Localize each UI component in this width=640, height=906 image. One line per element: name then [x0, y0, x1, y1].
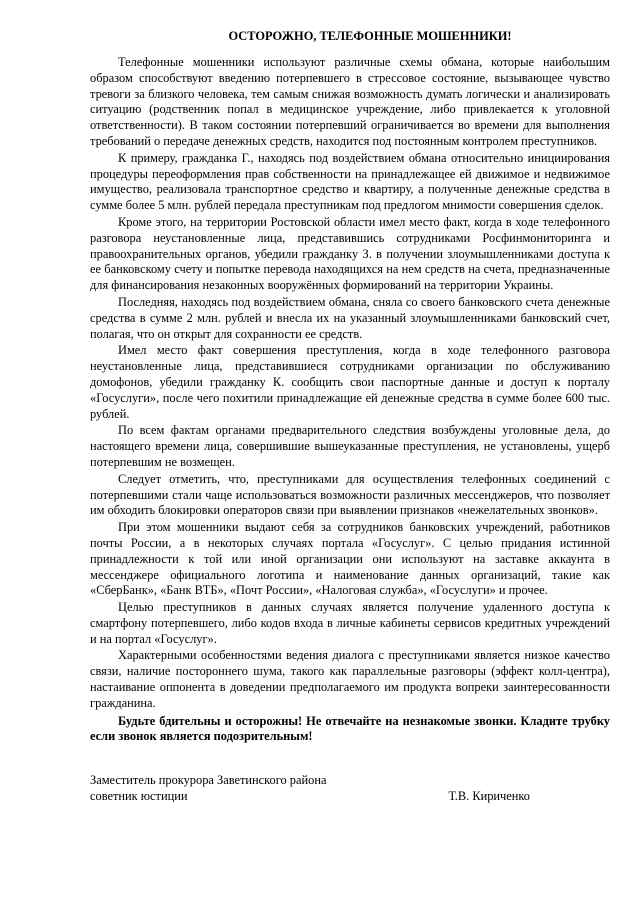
paragraph-impersonation: При этом мошенники выдают себя за сотрудников банковских учреждений, работников почты России, а в некоторых случаях портала «Госуслуг». С целью придания истинной принадлежности к той или иной организации они используют на заставке аккаунта в мессенджере официального логотипа и наименование данных организаций, такие как «СберБанк», «Банк ВТБ», «Почт России», «Налоговая служба», «Госуслуги» и прочее.: [90, 520, 610, 598]
paragraph-investigation: По всем фактам органами предварительного следствия возбуждены уголовные дела, до настоящего времени лица, совершившие вышеуказанные преступления, не установлены, ущерб потерпевшим не возмещен.: [90, 423, 610, 469]
signature-position: Заместитель прокурора Заветинского района: [90, 773, 327, 787]
warning-text: Будьте бдительны и осторожны! Не отвечайте на незнакомые звонки. Кладите трубку если звонок является подозрительным!: [90, 713, 610, 744]
signature-row: [90, 788, 530, 804]
signature-rank: советник юстиции: [90, 789, 188, 803]
paragraph-goal: Целью преступников в данных случаях является получение удаленного доступа к смартфону потерпевшего, либо кодов входа в личные кабинеты сервисов кредитных учреждений и на портал «Госуслуг».: [90, 600, 610, 646]
signature-block: [90, 772, 530, 804]
paragraph-intercom-case: Имел место факт совершения преступления, когда в ходе телефонного разговора неустановленные лица, представившиеся сотрудниками организации по обслуживанию домофонов, убедили гражданку К. сообщить свои паспортные данные и доступ к порталу «Госуслуги», после чего похитили принадлежащие ей денежные средства в сумме более 600 тыс. рублей.: [90, 343, 610, 421]
paragraph-rostov-case: Кроме этого, на территории Ростовской области имел место факт, когда в ходе телефонного разговора неустановленные лица, представившись сотрудниками Росфинмониторинга и правоохранительных органов, убедили гражданку З. в получении злоумышленниками доступа к ее банковскому счету и попытке перевода находящихся на нем средств на счета, предназначенные для финансирования незаконных вооружённых формирований на территории Украины.: [90, 214, 610, 293]
paragraph-schemes: Телефонные мошенники используют различные схемы обмана, которые наибольшим образом способствуют введению потерпевшего в стрессовое состояние, вызывающее чувство тревоги за близкого человека, тем самым снижая возможность думать логически и анализировать ситуацию (родственник попал в медицинское учреждение, либо привлекается к уголовной ответственности). В таком состоянии потерпевший ограничивается во времени для выполнения требований о передаче денежных средств, находится под постоянным контролем преступников.: [90, 55, 610, 148]
document-body: [90, 28, 610, 745]
paragraph-example-g: К примеру, гражданка Г., находясь под воздействием обмана относительно инициирования процедуры переоформления прав собственности на принадлежащее ей движимое и недвижимое имущество, реализовала транспортное средство и квартиру, а полученные денежные средства в сумме более 5 млн. рублей передала преступникам под предлогом мнимости совершения сделок.: [90, 150, 610, 213]
paragraph-messengers: Следует отметить, что, преступниками для осуществления телефонных соединений с потерпевшими стали чаще использоваться возможности различных мессенджеров, что позволяет им обходить блокировки операторов связи при выявлении признаков «нежелательных звонков».: [90, 471, 610, 518]
page-title: ОСТОРОЖНО, ТЕЛЕФОННЫЕ МОШЕННИКИ!: [228, 29, 512, 43]
paragraph-withdrawal: Последняя, находясь под воздействием обмана, сняла со своего банковского счета денежные средства в сумме 2 млн. рублей и внесла их на указанный злоумышленниками банковский счет, полагая, что он открыт для сохранности ее средств.: [90, 294, 610, 341]
signature-name: Т.В. Кириченко: [448, 789, 530, 803]
paragraph-features: Характерными особенностями ведения диалога с преступниками является низкое качество связи, наличие постороннего шума, такого как параллельные разговоры (эффект колл-центра), настаивание оппонента в доведении предполагаемого им продукта вопреки заинтересованности гражданина.: [90, 648, 610, 710]
